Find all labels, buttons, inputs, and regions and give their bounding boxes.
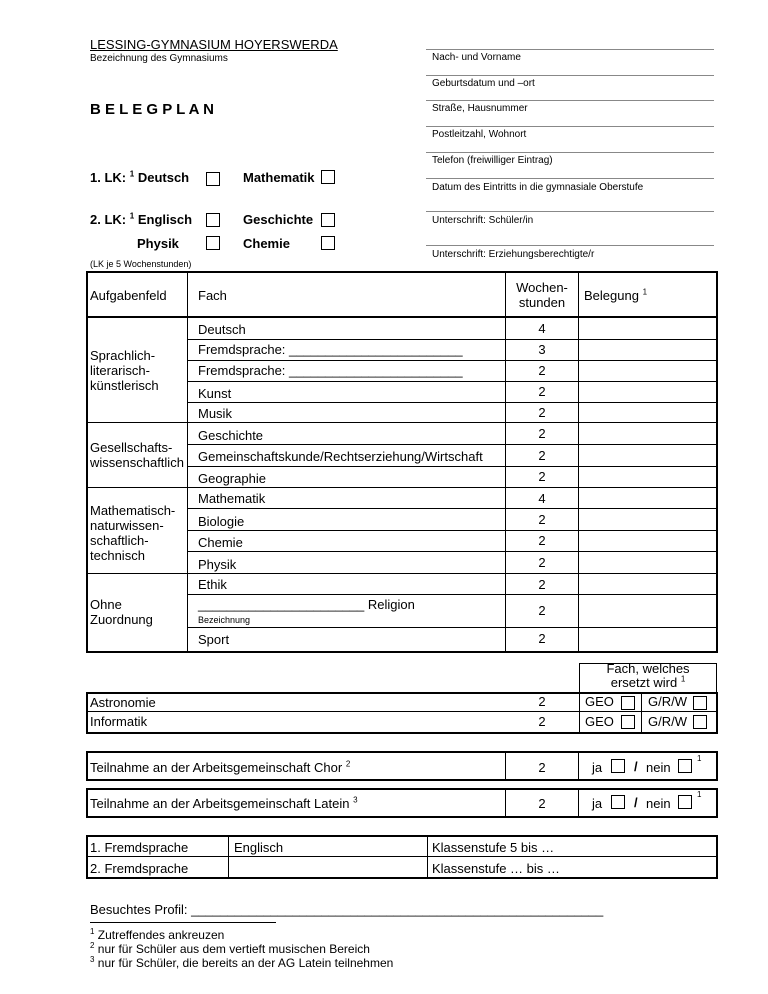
table-divider <box>187 627 716 628</box>
ag-chor-slash: / <box>634 759 638 774</box>
ag-latein-sup: 1 <box>697 790 702 799</box>
ag-chor-nein-checkbox[interactable] <box>678 759 692 773</box>
table-divider <box>187 444 716 445</box>
informatik-grw-label: G/R/W <box>648 714 687 729</box>
astronomie-geo-label: GEO <box>585 694 614 709</box>
lk2-chemie-checkbox[interactable] <box>321 236 335 250</box>
table-divider <box>86 316 716 318</box>
subject-chemie: Chemie <box>198 535 243 550</box>
fs1-value: Englisch <box>234 840 284 855</box>
subject-fremdsprache-1: Fremdsprache: ________________________ <box>198 342 463 357</box>
field-line <box>426 245 714 246</box>
group-ohne: Ohne Zuordnung <box>90 597 153 627</box>
lk1-mathematik-label: Mathematik <box>243 170 315 185</box>
hours-deutsch: 4 <box>538 321 546 336</box>
field-city: Postleitzahl, Wohnort <box>432 129 527 140</box>
lk2-geschichte-label: Geschichte <box>243 212 314 227</box>
subject-mathematik: Mathematik <box>198 491 266 506</box>
subject-religion: _______________________ Religion <box>198 597 415 612</box>
table-divider <box>641 692 642 732</box>
subject-geschichte: Geschichte <box>198 428 264 443</box>
field-line <box>426 178 714 179</box>
field-entry-date: Datum des Eintritts in die gymnasiale Oberstufe <box>432 182 644 193</box>
field-name: Nach- und Vorname <box>432 52 521 63</box>
footnote-2: $^2$ nur für Schüler aus dem vertieft musischen Bereich <box>90 941 370 956</box>
table-divider <box>505 751 506 780</box>
ersetzt-header: Fach, welches ersetzt wird $^1$ <box>606 661 690 690</box>
fs2-label: 2. Fremdsprache <box>90 861 189 876</box>
profil-field[interactable]: Besuchtes Profil: _________________________________________________________ <box>90 902 604 917</box>
hours-religion: 2 <box>538 603 546 618</box>
ag-chor-ja-label: ja <box>592 760 603 775</box>
astronomie-grw-checkbox[interactable] <box>693 696 707 710</box>
table-divider <box>505 788 506 817</box>
subject-sport: Sport <box>198 632 230 647</box>
lk2-englisch-checkbox[interactable] <box>206 213 220 227</box>
field-line <box>426 211 714 212</box>
subject-ethik: Ethik <box>198 577 227 592</box>
subject-geographie: Geographie <box>198 471 266 486</box>
table-divider <box>187 466 716 467</box>
ag-chor-hours: 2 <box>538 760 546 775</box>
subject-fremdsprache-2: Fremdsprache: ________________________ <box>198 363 463 378</box>
subject-biologie: Biologie <box>198 514 245 529</box>
hours-astronomie: 2 <box>538 694 546 709</box>
table-divider <box>86 711 716 712</box>
ag-chor-sup: 1 <box>697 754 702 763</box>
table-divider <box>86 422 716 423</box>
hours-sport: 2 <box>538 631 546 646</box>
school-caption: Bezeichnung des Gymnasiums <box>90 53 228 64</box>
hours-biologie: 2 <box>538 512 546 527</box>
ag-chor-label: Teilnahme an der Arbeitsgemeinschaft Chor $^2$ <box>90 759 351 775</box>
subject-physik: Physik <box>198 557 237 572</box>
field-line <box>426 49 714 50</box>
lk-note: (LK je 5 Wochenstunden) <box>90 259 192 269</box>
ag-latein-ja-checkbox[interactable] <box>611 795 625 809</box>
hours-physik: 2 <box>538 555 546 570</box>
field-line <box>426 152 714 153</box>
hours-mathematik: 4 <box>538 491 546 506</box>
page-title: B E L E G P L A N <box>90 101 214 118</box>
table-divider <box>578 751 579 780</box>
field-line <box>426 100 714 101</box>
lk2-physik-checkbox[interactable] <box>206 236 220 250</box>
table-divider <box>579 663 716 664</box>
table-divider <box>187 360 716 361</box>
subject-kunst: Kunst <box>198 386 232 401</box>
col-aufgabenfeld: Aufgabenfeld <box>90 288 167 303</box>
ag-latein-slash: / <box>634 795 638 810</box>
lk2-geschichte-checkbox[interactable] <box>321 213 335 227</box>
ag-chor-ja-checkbox[interactable] <box>611 759 625 773</box>
lk2-chemie-label: Chemie <box>243 236 290 251</box>
footnote-1: $^1$ Zutreffendes ankreuzen <box>90 927 225 942</box>
lk1-deutsch-checkbox[interactable] <box>206 172 220 186</box>
ag-latein-nein-checkbox[interactable] <box>678 795 692 809</box>
field-street: Straße, Hausnummer <box>432 103 528 114</box>
subject-gemeinschaftskunde: Gemeinschaftskunde/Rechtserziehung/Wirtschaft <box>198 449 483 464</box>
field-line <box>426 75 714 76</box>
religion-caption: Bezeichnung <box>198 615 251 625</box>
hours-geschichte: 2 <box>538 426 546 441</box>
table-divider <box>187 530 716 531</box>
hours-ethik: 2 <box>538 577 546 592</box>
ag-latein-nein-label: nein <box>646 796 671 811</box>
school-name: LESSING-GYMNASIUM HOYERSWERDA <box>90 37 338 52</box>
footnote-3: $^3$ nur für Schüler, die bereits an der AG Latein teilnehmen <box>90 955 394 970</box>
table-divider <box>86 573 716 574</box>
table-divider <box>86 487 716 488</box>
group-gesellschaft: Gesellschafts- wissenschaftlich <box>90 440 184 470</box>
astronomie-grw-label: G/R/W <box>648 694 687 709</box>
table-divider <box>187 551 716 552</box>
table-divider <box>187 381 716 382</box>
field-sign-student: Unterschrift: Schüler/in <box>432 215 534 226</box>
ag-latein-hours: 2 <box>538 796 546 811</box>
lk1-mathematik-checkbox[interactable] <box>321 170 335 184</box>
field-phone: Telefon (freiwilliger Eintrag) <box>432 155 553 166</box>
ag-latein-label: Teilnahme an der Arbeitsgemeinschaft Latein $^3$ <box>90 795 358 811</box>
subject-astronomie: Astronomie <box>90 695 156 710</box>
fs2-stufe: Klassenstufe … bis … <box>432 861 560 876</box>
table-divider <box>578 788 579 817</box>
ag-latein-ja-label: ja <box>592 796 603 811</box>
table-divider <box>187 594 716 595</box>
subject-deutsch: Deutsch <box>198 322 246 337</box>
table-divider <box>187 402 716 403</box>
table-divider <box>187 339 716 340</box>
informatik-grw-checkbox[interactable] <box>693 715 707 729</box>
group-sprachlich: Sprachlich- literarisch- künstlerisch <box>90 348 159 393</box>
table-divider <box>187 508 716 509</box>
fs1-stufe: Klassenstufe 5 bis … <box>432 840 555 855</box>
astronomie-geo-checkbox[interactable] <box>621 696 635 710</box>
field-sign-parent: Unterschrift: Erziehungsberechtigte/r <box>432 249 595 260</box>
lk1-label: 1. LK: $^1$ Deutsch <box>90 169 190 185</box>
col-fach: Fach <box>198 288 227 303</box>
hours-kunst: 2 <box>538 384 546 399</box>
hours-fremdsprache-1: 3 <box>538 342 546 357</box>
hours-gemeinschaftskunde: 2 <box>538 448 546 463</box>
hours-geographie: 2 <box>538 469 546 484</box>
hours-fremdsprache-2: 2 <box>538 363 546 378</box>
col-belegung: Belegung $^1$ <box>584 287 648 303</box>
informatik-geo-label: GEO <box>585 714 614 729</box>
field-birth: Geburtsdatum und –ort <box>432 78 535 89</box>
table-divider <box>579 663 580 732</box>
hours-chemie: 2 <box>538 533 546 548</box>
field-line <box>426 126 714 127</box>
hours-informatik: 2 <box>538 714 546 729</box>
col-wochenstunden: Wochen- stunden <box>516 280 568 310</box>
lk2-label: 2. LK: $^1$ Englisch <box>90 211 193 227</box>
table-divider <box>86 856 716 857</box>
fs1-label: 1. Fremdsprache <box>90 840 189 855</box>
group-mathematik: Mathematisch- naturwissen- schaftlich- technisch <box>90 503 176 563</box>
ag-chor-nein-label: nein <box>646 760 671 775</box>
informatik-geo-checkbox[interactable] <box>621 715 635 729</box>
lk2-physik-label: Physik <box>137 236 179 251</box>
table-divider <box>716 663 717 694</box>
hours-musik: 2 <box>538 405 546 420</box>
footnote-separator <box>90 922 276 923</box>
subject-informatik: Informatik <box>90 714 148 729</box>
subject-musik: Musik <box>198 406 232 421</box>
